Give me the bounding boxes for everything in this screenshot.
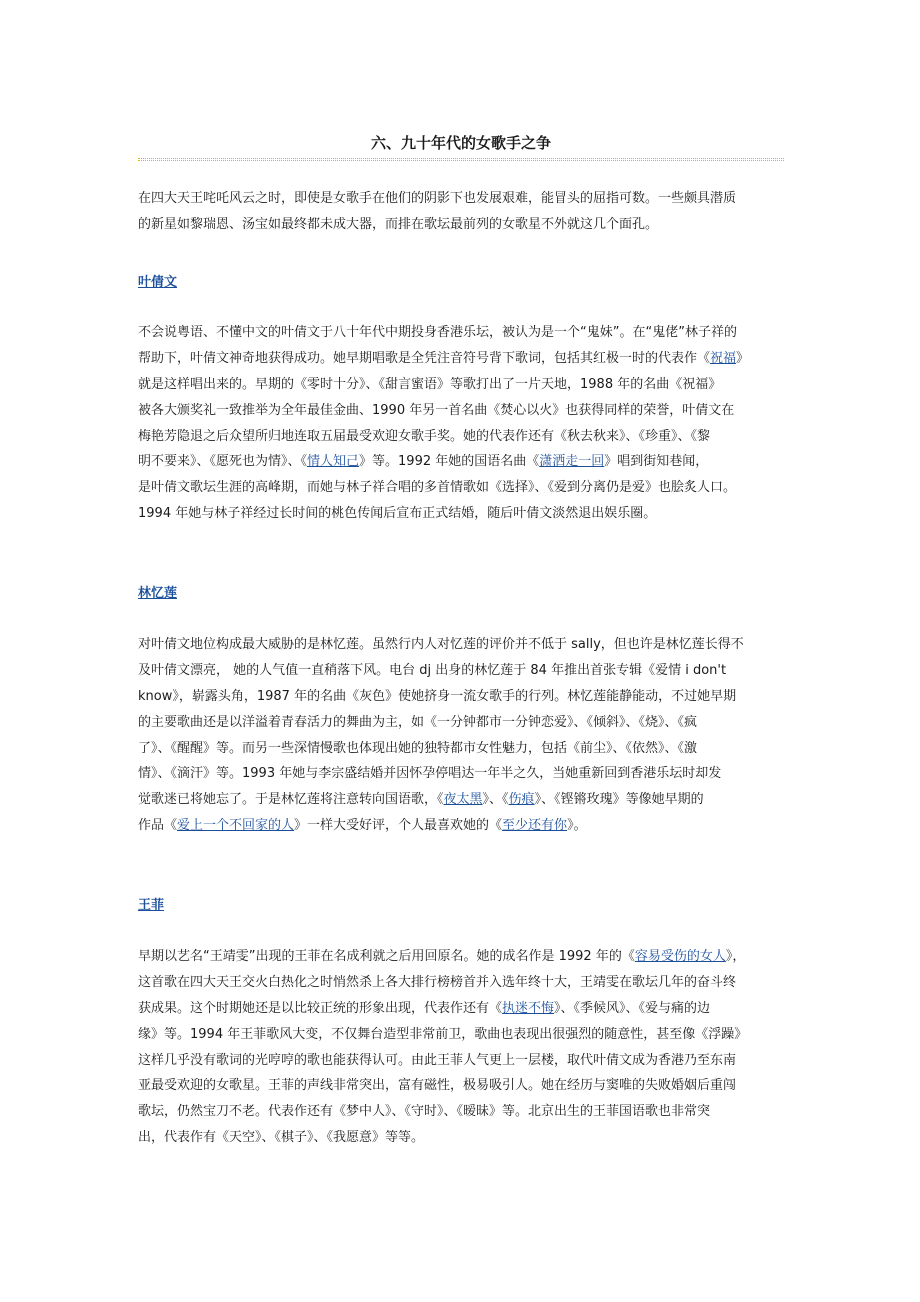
paragraph-line: 觉歌迷已将她忘了。于是林忆莲将注意转向国语歌，《夜太黑》、《伤痕》、《铿锵玫瑰》等像她早期的 (138, 792, 704, 808)
paragraph-line: 这首歌在四大天王交火白热化之时悄然杀上各大排行榜榜首并入选年终十大，王靖雯在歌坛几年的奋斗终 (138, 974, 737, 990)
page-title: 六、九十年代的女歌手之争 (370, 134, 551, 152)
section-heading-wang-fei[interactable]: 王菲 (138, 898, 165, 913)
paragraph-line: 缘》等。1994 年王菲歌风大变，不仅舞台造型非常前卫，歌曲也表现出很强烈的随意性，甚至像《浮躁》 (138, 1026, 748, 1042)
intro-line: 的新星如黎瑞恩、汤宝如最终都未成大器，而排在歌坛最前列的女歌星不外就这几个面孔。 (138, 216, 659, 232)
intro-line: 在四大天王咤吒风云之时，即使是女歌手在他们的阴影下也发展艰难，能冒头的屈指可数。一些颇具潜质 (138, 191, 737, 206)
intro-paragraph (138, 186, 784, 238)
paragraph-line: 对叶倩文地位构成最大威胁的是林忆莲。虽然行内人对忆莲的评价并不低于 sally，但也许是林忆莲长得不 (138, 637, 744, 652)
paragraph-line: 是叶倩文歌坛生涯的高峰期，而她与林子祥合唱的多首情歌如《选择》、《爱到分离仍是爱》也脍炙人口。 (138, 480, 737, 496)
paragraph-line: 早期以艺名“王靖雯”出现的王菲在名成利就之后用回原名。她的成名作是 1992 年的《容易受伤的女人》， (138, 949, 746, 964)
paragraph-line: 亚最受欢迎的女歌星。王菲的声线非常突出，富有磁性，极易吸引人。她在经历与窦唯的失败婚姻后重闯 (138, 1078, 737, 1094)
section-paragraph-ye-qianwen (138, 320, 784, 527)
paragraph-line: 的主要歌曲还是以洋溢着青春活力的舞曲为主，如《一分钟都市一分钟恋爱》、《倾斜》、《烧》、《疯 (138, 714, 698, 730)
paragraph-line: 明不要来》、《愿死也为情》、《情人知己》等。1992 年她的国语名曲《潇洒走一回》唱到街知巷闻， (138, 454, 709, 470)
paragraph-line: 1994 年她与林子祥经过长时间的桃色传闻后宣布正式结婚，随后叶倩文淡然退出娱乐圈。 (138, 506, 657, 522)
song-link[interactable]: 潇洒走一回 (539, 454, 605, 470)
section-paragraph-lin-yilian (138, 632, 784, 839)
paragraph-line: 出，代表作有《天空》、《棋子》、《我愿意》等等。 (138, 1130, 425, 1146)
paragraph-line: 获成果。这个时期她还是以比较正统的形象出现，代表作还有《执迷不悔》、《季候风》、《爱与痛的边 (138, 1000, 711, 1016)
song-link[interactable]: 夜太黑 (443, 792, 483, 808)
paragraph-line: 被各大颁奖礼一致推举为全年最佳金曲、1990 年另一首名曲《焚心以火》也获得同样的荣誉，叶倩文在 (138, 402, 735, 418)
paragraph-line: 作品《爱上一个不回家的人》一样大受好评，个人最喜欢她的《至少还有你》。 (138, 818, 587, 834)
song-link[interactable]: 至少还有你 (502, 818, 568, 834)
song-link[interactable]: 祝福 (710, 350, 737, 366)
song-link[interactable]: 执迷不悔 (502, 1000, 555, 1016)
paragraph-line: 不会说粤语、不懂中文的叶倩文于八十年代中期投身香港乐坛，被认为是一个“鬼妹”。在“鬼佬”林子祥的 (138, 325, 737, 340)
paragraph-line: know》，崭露头角，1987 年的名曲《灰色》使她挤身一流女歌手的行列。林忆莲能静能动，不过她早期 (138, 688, 737, 704)
title-divider (138, 158, 784, 161)
song-link[interactable]: 情人知己 (307, 454, 360, 470)
song-link[interactable]: 爱上一个不回家的人 (177, 818, 295, 834)
section-heading-lin-yilian[interactable]: 林忆莲 (138, 586, 178, 601)
paragraph-line: 及叶倩文漂亮， 她的人气值一直稍落下风。电台 dj 出身的林忆莲于 84 年推出首张专辑《爱情 i don't (138, 662, 727, 678)
paragraph-line: 了》、《醒醒》等。而另一些深情慢歌也体现出她的独特都市女性魅力，包括《前尘》、《依然》、《激 (138, 740, 698, 756)
song-link[interactable]: 伤痕 (508, 792, 535, 808)
paragraph-line: 歌坛，仍然宝刀不老。代表作还有《梦中人》、《守时》、《暧昧》等。北京出生的王菲国语歌也非常突 (138, 1104, 711, 1120)
song-link[interactable]: 容易受伤的女人 (634, 949, 726, 964)
section-heading-ye-qianwen[interactable]: 叶倩文 (138, 275, 178, 290)
paragraph-line: 就是这样唱出来的。早期的《零时十分》、《甜言蜜语》等歌打出了一片天地，1988 年的名曲《祝福》 (138, 376, 722, 392)
paragraph-line: 这样几乎没有歌词的光哼哼的歌也能获得认可。由此王菲人气更上一层楼，取代叶倩文成为香港乃至东南 (138, 1052, 737, 1068)
paragraph-line: 梅艳芳隐退之后众望所归地连取五届最受欢迎女歌手奖。她的代表作还有《秋去秋来》、《珍重》、《黎 (138, 428, 711, 444)
section-paragraph-wang-fei (138, 944, 784, 1151)
paragraph-line: 帮助下，叶倩文神奇地获得成功。她早期唱歌是全凭注音符号背下歌词，包括其红极一时的代表作《祝福》 (138, 350, 750, 366)
paragraph-line: 情》、《滴汗》等。1993 年她与李宗盛结婚并因怀孕停唱达一年半之久，当她重新回到香港乐坛时却发 (138, 766, 722, 782)
